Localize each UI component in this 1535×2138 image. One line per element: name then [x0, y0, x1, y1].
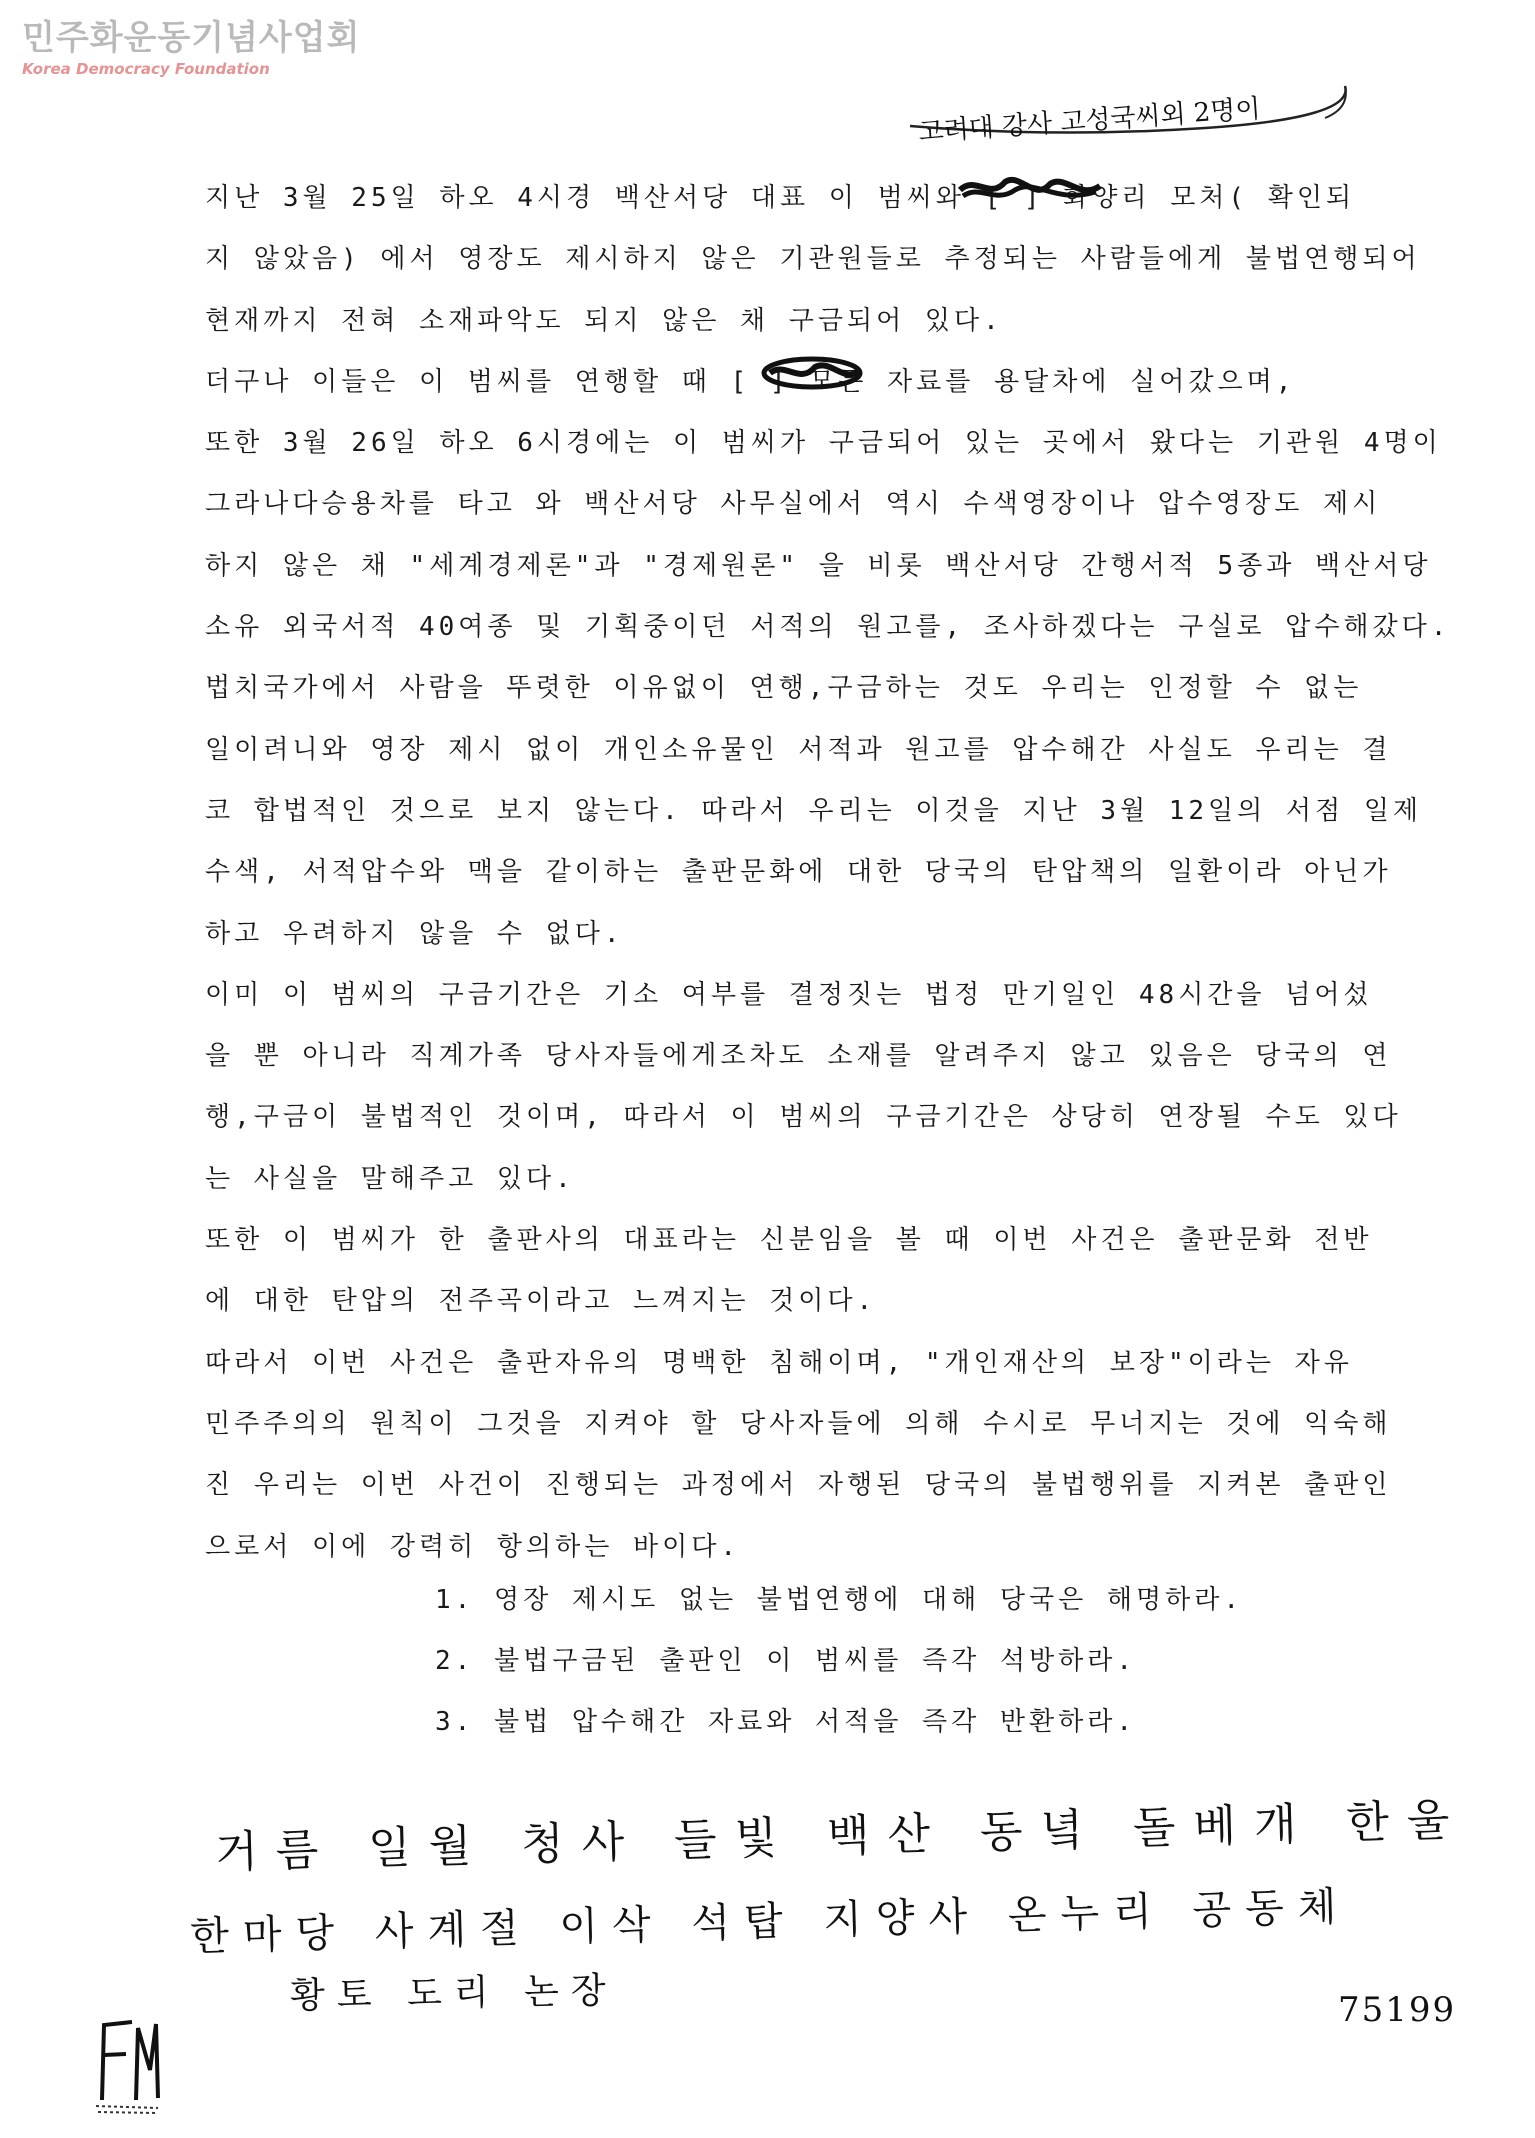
signatory-line: 황토 도리 논장 [289, 1970, 618, 2017]
top-note: 고려대 강사 고성국씨외 2명이 [917, 94, 1262, 148]
demand-item: 1. 영장 제시도 없는 불법연행에 대해 당국은 해명하라. [435, 1585, 1243, 1615]
redaction-scribble [955, 170, 1105, 206]
document-number: 75199 [1338, 1990, 1457, 2030]
redaction-scribble [760, 355, 865, 391]
signatory-line: 거름 일월 청사 들빛 백산 동녘 돌베개 한울 [214, 1794, 1469, 1879]
demand-item: 3. 불법 압수해간 자료와 서적을 즉각 반환하라. [435, 1707, 1136, 1737]
body-line: 그라나다승용차를 타고 와 백산서당 사무실에서 역시 수색영장이나 압수영장도 제시 [205, 489, 1382, 520]
body-line: 법치국가에서 사람을 뚜렷한 이유없이 연행,구금하는 것도 우리는 인정할 수 없는 [205, 673, 1363, 704]
body-line: 따라서 이번 사건은 출판자유의 명백한 침해이며, "개인재산의 보장"이라는 자유 [205, 1347, 1353, 1378]
watermark-english: Korea Democracy Foundation [22, 60, 270, 78]
body-line: 코 합법적인 것으로 보지 않는다. 따라서 우리는 이것을 지난 3월 12일의 서점 일제 [205, 795, 1423, 826]
body-line: 으로서 이에 강력히 항의하는 바이다. [205, 1531, 741, 1562]
body-line: 소유 외국서적 40여종 및 기획중이던 서적의 원고를, 조사하겠다는 구실로 압수해갔다. [205, 612, 1451, 643]
body-line: 민주주의의 원칙이 그것을 지켜야 할 당사자들에 의해 수시로 무너지는 것에 익숙해 [205, 1408, 1392, 1439]
body-line: 또한 3월 26일 하오 6시경에는 이 범씨가 구금되어 있는 곳에서 왔다는 기관원 4명이 [205, 428, 1442, 459]
body-line: 에 대한 탄압의 전주곡이라고 느껴지는 것이다. [205, 1286, 877, 1317]
body-line: 지 않았음) 에서 영장도 제시하지 않은 기관원들로 추정되는 사람들에게 불법연행되어 [205, 244, 1421, 275]
corner-stamp-mark [92, 2010, 162, 2115]
body-line: 이미 이 범씨의 구금기간은 기소 여부를 결정짓는 법정 만기일인 48시간을 넘어섰 [205, 979, 1373, 1010]
demands-list [435, 1570, 1243, 1753]
watermark-korean: 민주화운동기념사업회 [22, 18, 361, 58]
body-line: 하고 우려하지 않을 수 없다. [205, 918, 624, 949]
body-line: 현재까지 전혀 소재파악도 되지 않은 채 구금되어 있다. [205, 305, 1003, 336]
watermark [22, 18, 360, 78]
body-line: 지난 3월 25일 하오 4시경 백산서당 대표 이 범씨와 [ ] 화양리 모처( 확인되 [205, 183, 1356, 213]
body-line: 또한 이 범씨가 한 출판사의 대표라는 신분임을 볼 때 이번 사건은 출판문화 전반 [205, 1225, 1373, 1256]
body-line: 수색, 서적압수와 맥을 같이하는 출판문화에 대한 당국의 탄압책의 일환이라 아닌가 [205, 857, 1392, 888]
demand-item: 2. 불법구금된 출판인 이 범씨를 즉각 석방하라. [435, 1646, 1136, 1676]
body-line: 을 뿐 아니라 직계가족 당사자들에게조차도 소재를 알려주지 않고 있음은 당국의 연 [205, 1041, 1392, 1072]
body-line: 는 사실을 말해주고 있다. [205, 1163, 575, 1194]
body-line: 행,구금이 불법적인 것이며, 따라서 이 범씨의 구금기간은 상당히 연장될 수도 있다 [205, 1102, 1402, 1133]
body-line: 진 우리는 이번 사건이 진행되는 과정에서 자행된 당국의 불법행위를 지켜본 출판인 [205, 1470, 1392, 1501]
body-line: 일이려니와 영장 제시 없이 개인소유물인 서적과 원고를 압수해간 사실도 우리는 결 [205, 734, 1392, 765]
body-line: 하지 않은 채 "세계경제론"과 "경제원론" 을 비롯 백산서당 간행서적 5종과 백산서당 [205, 550, 1432, 581]
body-line: 더구나 이들은 이 범씨를 연행할 때 [ ] 모든 자료를 용달차에 실어갔으며, [205, 366, 1296, 397]
signatory-line: 한마당 사계절 이삭 석탑 지양사 온누리 공동체 [189, 1883, 1351, 1961]
